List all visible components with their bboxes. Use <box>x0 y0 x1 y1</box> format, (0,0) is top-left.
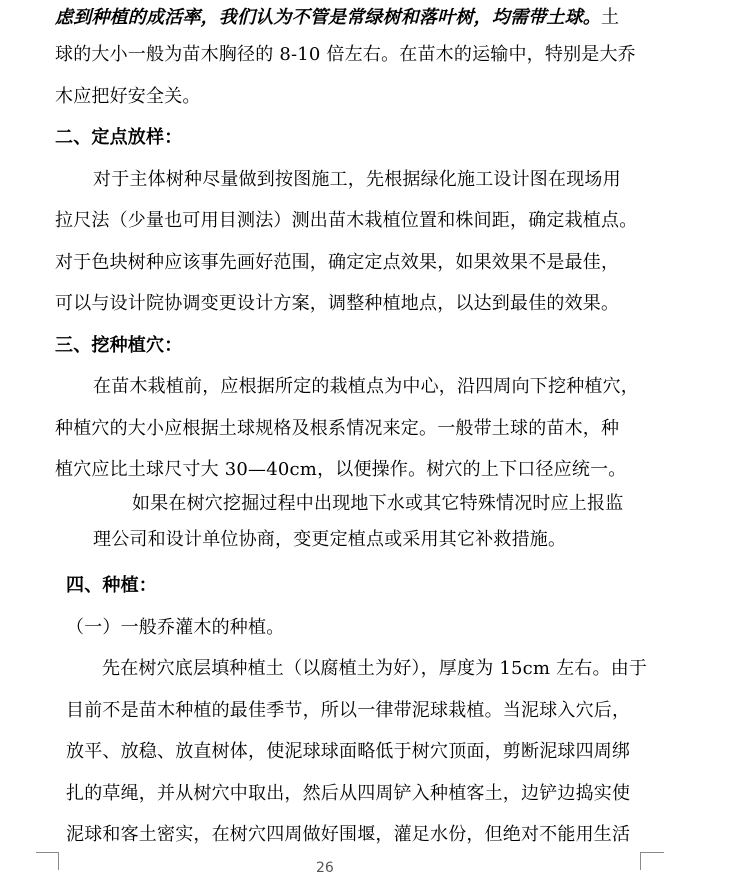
margin-corner-mark-right-vertical <box>640 852 663 870</box>
text-line <box>55 458 626 482</box>
text-segment: 虑到种植的成活率，我们认为不管是常绿树和落叶树，均需带土球。 <box>55 7 601 28</box>
text-segment: 土 <box>601 7 620 28</box>
text-line <box>66 699 630 723</box>
text-segment: 拉尺法（少量也可用目测法）测出苗木栽植位置和株间距，确定栽植点。 <box>55 210 638 231</box>
text-line <box>55 43 636 67</box>
section-heading <box>55 334 182 358</box>
text-segment: 理公司和设计单位协商，变更定植点或采用其它补救措施。 <box>93 529 567 550</box>
subheading-text: （一）一般乔灌木的种植。 <box>66 617 285 638</box>
heading-text: 二、定点放样： <box>55 127 183 148</box>
text-line <box>93 528 566 552</box>
text-line <box>55 251 619 275</box>
text-segment: 植穴应比土球尺寸大 30—40cm，以便操作。树穴的上下口径应统一。 <box>55 459 627 480</box>
text-line <box>93 168 621 192</box>
text-line <box>102 657 647 681</box>
text-segment: 目前不是苗木种植的最佳季节，所以一律带泥球栽植。当泥球入穴后， <box>66 700 631 721</box>
page-number: 26 <box>316 860 334 876</box>
text-segment: 如果在树穴挖掘过程中出现地下水或其它特殊情况时应上报监 <box>132 493 624 514</box>
text-line <box>66 782 630 806</box>
text-segment: 扎的草绳，并从树穴中取出，然后从四周铲入种植客土，边铲边捣实使 <box>66 783 631 804</box>
text-line <box>132 492 623 516</box>
text-segment: 放平、放稳、放直树体，使泥球球面略低于树穴顶面，剪断泥球四周绑 <box>66 741 631 762</box>
text-segment: 对于色块树种应该事先画好范围，确定定点效果，如果效果不是最佳， <box>55 252 620 273</box>
text-line <box>93 375 639 399</box>
text-segment: 在苗木栽植前，应根据所定的栽植点为中心，沿四周向下挖种植穴， <box>93 376 639 397</box>
text-segment: 可以与设计院协调变更设计方案，调整种植地点，以达到最佳的效果。 <box>55 293 620 314</box>
section-heading <box>55 126 182 150</box>
text-line <box>66 740 630 764</box>
text-segment: 先在树穴底层填种植土（以腐植土为好），厚度为 15cm 左右。由于 <box>102 658 648 679</box>
section-heading <box>66 574 157 598</box>
heading-text: 三、挖种植穴： <box>55 335 183 356</box>
text-line <box>66 823 630 847</box>
heading-text: 四、种植： <box>66 575 157 596</box>
subsection-heading <box>66 616 284 640</box>
text-segment: 种植穴的大小应根据土球规格及根系情况来定。一般带土球的苗木，种 <box>55 418 620 439</box>
text-line <box>55 417 619 441</box>
text-segment: 对于主体树种尽量做到按图施工，先根据绿化施工设计图在现场用 <box>93 169 621 190</box>
text-segment: 球的大小一般为苗木胸径的 8-10 倍左右。在苗木的运输中，特别是大乔 <box>55 44 636 65</box>
text-line <box>55 6 619 30</box>
text-line <box>55 209 637 233</box>
text-line <box>55 292 619 316</box>
text-segment: 木应把好安全关。 <box>55 86 201 107</box>
text-segment: 泥球和客土密实，在树穴四周做好围堰，灌足水份，但绝对不能用生活 <box>66 824 631 845</box>
margin-corner-mark-left-vertical <box>36 852 59 870</box>
text-line <box>55 85 201 109</box>
